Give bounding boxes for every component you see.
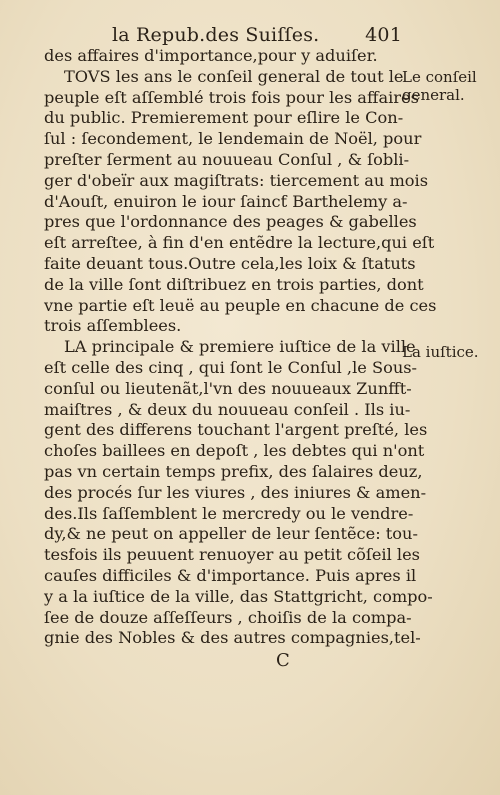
text-line: dy,& ne peut on appeller de leur ſentẽce: tou- [44, 524, 418, 544]
text-line: y a la iuſtice de la ville, das Stattgricht, compo- [44, 586, 433, 606]
margin-note-conseil-general: Le conſeil general. [402, 68, 477, 104]
text-line: eſt arreſtee, à fin d'en entẽdre la lecture,qui eſt [44, 233, 435, 253]
text-line: faite deuant tous.Outre cela,les loix & ſtatuts [44, 253, 416, 273]
text-line: des affaires d'importance,pour y aduiſer. [44, 46, 378, 65]
body-text [44, 46, 437, 649]
text-line: du public. Premierement pour eſlire le Con- [44, 108, 404, 128]
text-line: pas vn certain temps prefix, des ſalaires deuz, [44, 461, 423, 481]
text-line: pres que l'ordonnance des peages & gabelles [44, 212, 417, 232]
text-line: gnie des Nobles & des autres compagnies,tel- [44, 628, 421, 648]
text-line: conſul ou lieutenãt,l'vn des nouueaux Zunfft- [44, 378, 412, 398]
running-title: la Repub.des Suiſſes. [112, 24, 320, 46]
text-line: trois aſſemblees. [44, 316, 182, 336]
margin-note-justice: La iuſtice. [402, 343, 479, 361]
text-line: TOVS les ans le conſeil general de tout le [64, 66, 404, 86]
text-line: preſter ſerment au nouueau Conſul , & ſobli- [44, 149, 410, 169]
text-line: maiſtres , & deux du nouueau conſeil . Ils iu- [44, 399, 411, 419]
signature-mark: C [276, 650, 290, 671]
text-line: d'Aouſt, enuiron le iour ſaincƭ Barthelemy a- [44, 191, 408, 211]
text-line: choſes baillees en depoſt , les debtes qui n'ont [44, 441, 425, 461]
text-line: vne partie eſt leuë au peuple en chacune de ces [44, 295, 437, 315]
text-line: eſt celle des cinq , qui ſont le Conſul ,le Sous- [44, 357, 418, 377]
page-number: 401 [365, 24, 402, 46]
text-line: ſee de douze aſſeſſeurs , choiſis de la compa- [44, 607, 412, 627]
text-line: de la ville ſont diſtribuez en trois parties, dont [44, 274, 424, 294]
text-line: cauſes difficiles & d'importance. Puis apres il [44, 565, 417, 585]
text-line: gent des differens touchant l'argent preſté, les [44, 420, 428, 440]
text-line: des procés ſur les viures , des iniures & amen- [44, 482, 427, 502]
text-line: peuple eſt aſſemblé trois fois pour les affaires [44, 87, 419, 107]
text-line: ger d'obeïr aux magiſtrats: tiercement au mois [44, 170, 429, 190]
text-line: ſul : ſecondement, le lendemain de Noël, pour [44, 129, 422, 149]
text-line: LA principale & premiere iuſtice de la ville [64, 337, 416, 357]
text-line: tesfois ils peuuent renuoyer au petit cõſeil les [44, 545, 420, 565]
text-line: des.Ils ſaſſemblent le mercredy ou le vendre- [44, 503, 414, 523]
